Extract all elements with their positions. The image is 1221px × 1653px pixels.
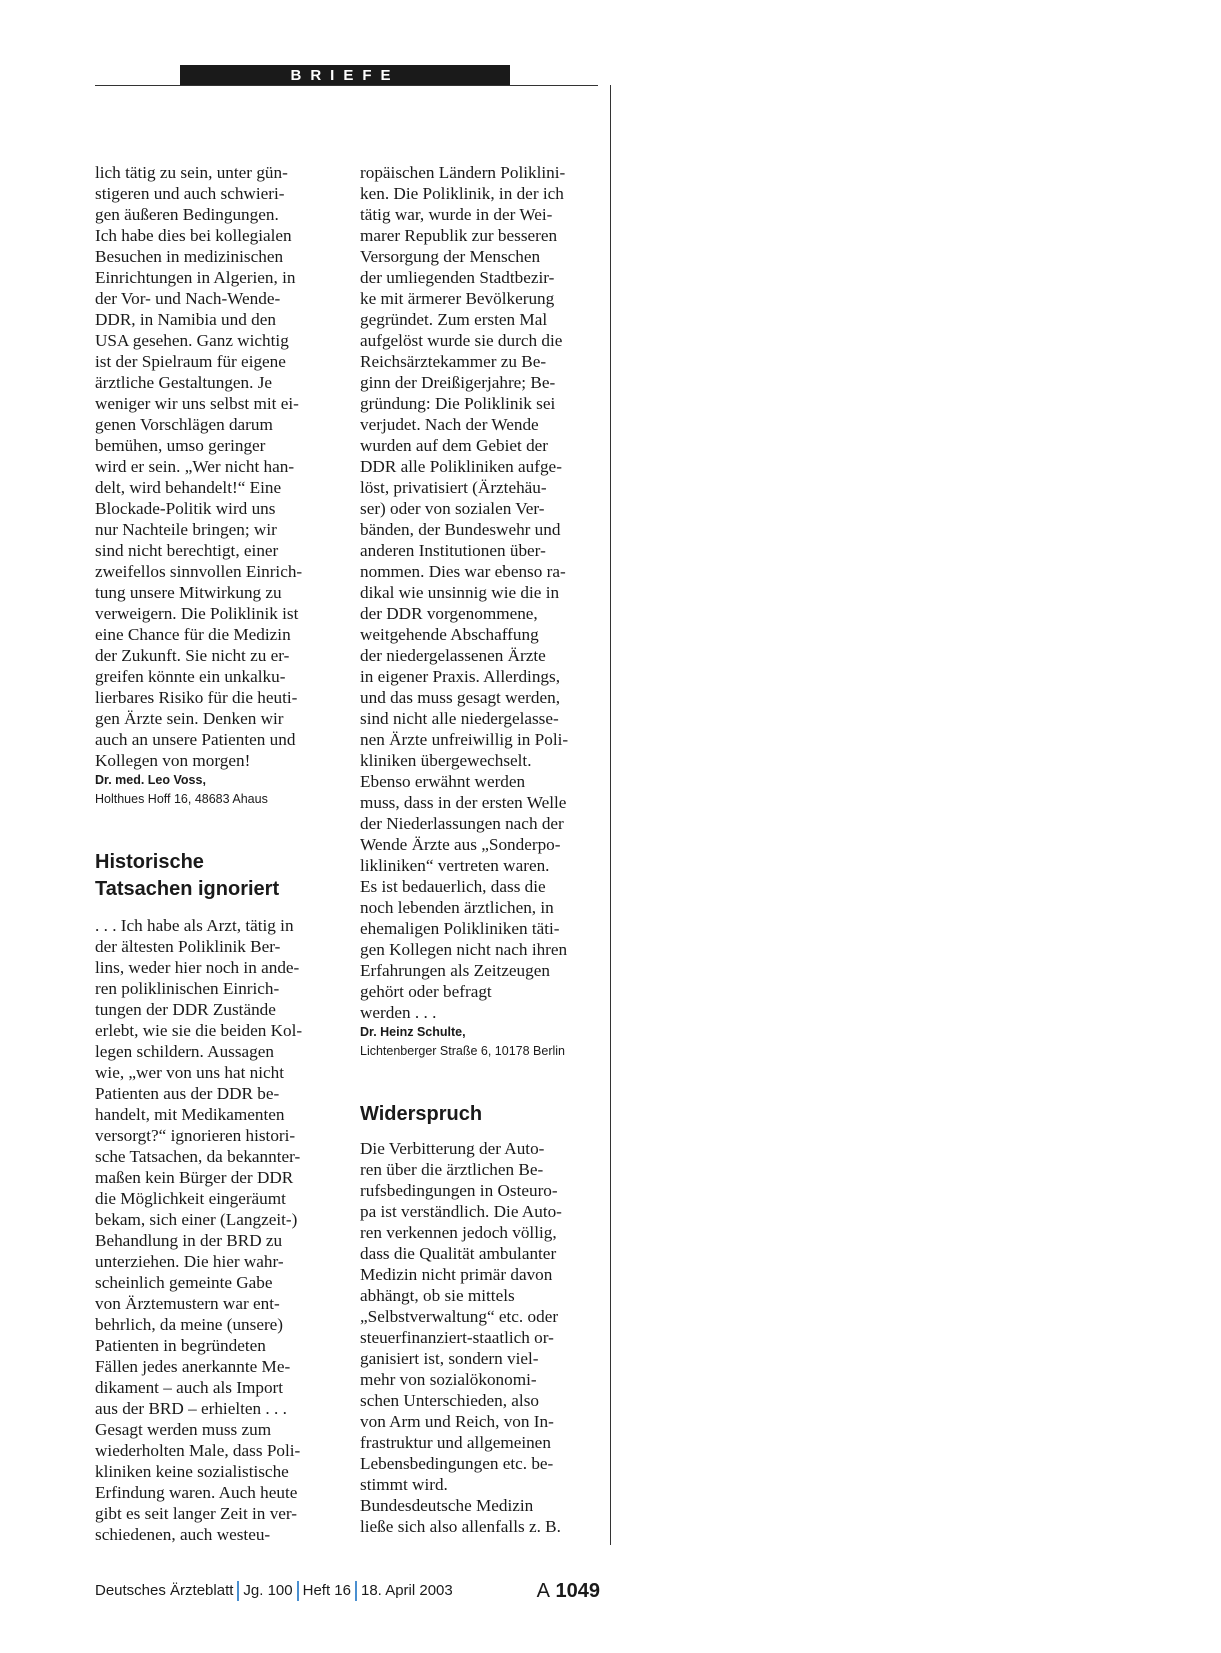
column-2 [360, 162, 605, 1537]
letter2-author: Dr. Heinz Schulte, [360, 1025, 466, 1039]
footer-separator [355, 1581, 357, 1601]
page-prefix: A [536, 1580, 550, 1602]
footer-separator [237, 1581, 239, 1601]
letter3-heading: Widerspruch [360, 1103, 483, 1125]
column-rule [610, 85, 611, 1545]
letter2-body: . . . Ich habe als Arzt, tätig in der ältesten Poliklinik Ber- lins, weder hier noch in ande- ren poliklinischen Einrich- tungen der DDR Zustände erlebt, wie sie die beiden Kol- legen schildern. Aussagen wie, „wer von uns hat nicht Patienten aus der DDR be- handelt, mit Medikamenten versorgt?“ ignorieren histori- sche Tatsachen, da bekannter- maßen kein Bürger der DDR die Möglichkeit eingeräumt bekam, sich einer (Langzeit-) Behandlung in der BRD zu unterziehen. Die hier wahr- scheinlich gemeinte Gabe von Ärztemustern war ent- behrlich, da meine (unsere) Patienten in begründeten Fällen jedes anerkannte Me- dikament – auch als Import aus der BRD – erhielten . . . Gesagt werden muss zum wiederholten Male, dass Poli- kliniken keine sozialistische Erfindung waren. Auch heute gibt es seit langer Zeit in ver- schiedenen, auch westeu- [95, 916, 303, 1544]
letter2-body-continued: ropäischen Ländern Poliklini- ken. Die Poliklinik, in der ich tätig war, wurde in der Wei- marer Republik zur besseren Versorgung der Menschen der umliegenden Stadtbezir- ke mit ärmerer Bevölkerung gegründet. Zum ersten Mal aufgelöst wurde sie durch die Reichsärztekammer zu Be- ginn der Dreißigerjahre; Be- gründung: Die Poliklinik sei verjudet. Nach der Wende wurden auf dem Gebiet der DDR alle Polikliniken aufge- löst, privatisiert (Ärztehäu- ser) oder von sozialen Ver- bänden, der Bundeswehr und anderen Institutionen über- nommen. Dies war ebenso ra- dikal wie unsinnig wie die in der DDR vorgenommene, weitgehende Abschaffung der niedergelassenen Ärzte in eigener Praxis. Allerdings, und das muss gesagt werden, sind nicht alle niedergelasse- nen Ärzte unfreiwillig in Poli- kliniken übergewechselt. Ebenso erwähnt werden muss, dass in der ersten Welle der Niederlassungen nach der Wende Ärzte aus „Sonderpo- likliniken“ vertreten waren. Es ist bedauerlich, dass die noch lebenden ärztlichen, in ehemaligen Polikliniken täti- gen Kollegen nicht nach ihren Erfahrungen als Zeitzeugen gehört oder befragt werden . . . [360, 163, 569, 1022]
letter1-body: lich tätig zu sein, unter gün- stigeren und auch schwieri- gen äußeren Bedingungen. Ich habe dies bei kollegialen Besuchen in medizinischen Einrichtungen in Algerien, in der Vor- und Nach-Wende- DDR, in Namibia und den USA gesehen. Ganz wichtig ist der Spielraum für eigene ärztliche Gestaltungen. Je weniger wir uns selbst mit ei- genen Vorschlägen darum bemühen, umso geringer wird er sein. „Wer nicht han- delt, wird behandelt!“ Eine Blockade-Politik wird uns nur Nachteile bringen; wir sind nicht berechtigt, einer zweifellos sinnvollen Einrich- tung unsere Mitwirkung zu verweigern. Die Poliklinik ist eine Chance für die Medizin der Zukunft. Sie nicht zu er- greifen könnte ein unkalku- lierbares Risiko für die heuti- gen Ärzte sein. Denken wir auch an unsere Patienten und Kollegen von morgen! [95, 163, 303, 770]
footer-volume: Jg. 100 [243, 1582, 293, 1599]
letter1-author: Dr. med. Leo Voss, [95, 773, 206, 787]
footer-date: 18. April 2003 [361, 1582, 453, 1599]
letter2-address: Lichtenberger Straße 6, 10178 Berlin [360, 1044, 565, 1058]
footer-issue: Heft 16 [302, 1582, 351, 1599]
letter1-address: Holthues Hoff 16, 48683 Ahaus [95, 792, 268, 806]
header-rule [95, 85, 598, 86]
page-footer [95, 1578, 600, 1604]
column-1 [95, 162, 340, 1545]
page-number-value: 1049 [555, 1580, 600, 1602]
letter3-body: Die Verbitterung der Auto- ren über die ärztlichen Be- rufsbedingungen in Osteuro- pa ist verständlich. Die Auto- ren verkennen jedoch völlig, dass die Qualität ambulanter Medizin nicht primär davon abhängt, ob sie mittels „Selbstverwaltung“ etc. oder steuerfinanziert-staatlich or- ganisiert ist, sondern viel- mehr von sozialökonomi- schen Unterschieden, also von Arm und Reich, von In- frastruktur und allgemeinen Lebensbedingungen etc. be- stimmt wird. Bundesdeutsche Medizin ließe sich also allenfalls z. B. [360, 1139, 562, 1536]
letter2-heading: Historische Tatsachen ignoriert [95, 851, 280, 900]
section-label: BRIEFE [180, 65, 510, 86]
footer-journal: Deutsches Ärzteblatt [95, 1582, 234, 1599]
page-number [537, 1578, 600, 1604]
footer-separator [297, 1581, 299, 1601]
